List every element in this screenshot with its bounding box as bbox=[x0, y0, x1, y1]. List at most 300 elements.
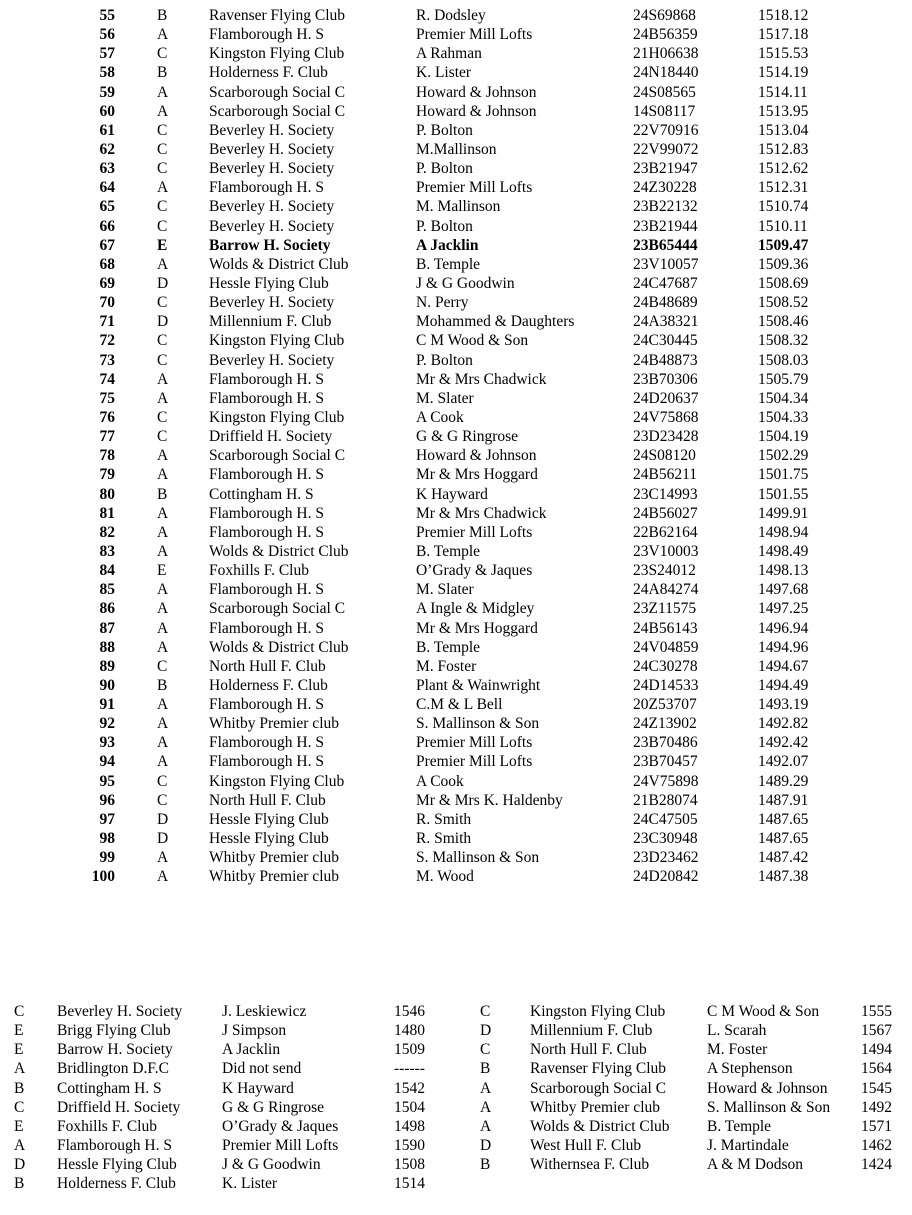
ring-number: 23B70457 bbox=[633, 753, 698, 771]
best-velocity: 1567 bbox=[861, 1022, 892, 1040]
result-row bbox=[0, 695, 912, 714]
result-row bbox=[0, 197, 912, 216]
fancier-name: R. Dodsley bbox=[416, 7, 486, 24]
section-letter: C bbox=[157, 657, 168, 675]
velocity-value: 1501.75 bbox=[758, 466, 809, 484]
summary-row bbox=[456, 1079, 906, 1098]
section-letter: E bbox=[14, 1041, 24, 1059]
ring-number: 24Z30228 bbox=[633, 179, 697, 197]
section-letter: C bbox=[480, 1041, 491, 1059]
club-name: Flamborough H. S bbox=[209, 523, 324, 541]
velocity-value: 1497.68 bbox=[758, 581, 809, 599]
fancier-name: B. Temple bbox=[416, 638, 481, 656]
position-number: 65 bbox=[99, 198, 115, 216]
top-fancier-name: A Jacklin bbox=[222, 1041, 281, 1059]
velocity-value: 1498.49 bbox=[758, 542, 809, 560]
top-fancier-name: J. Leskiewicz bbox=[222, 1003, 307, 1020]
section-letter: D bbox=[157, 830, 169, 848]
position-number: 62 bbox=[99, 140, 115, 158]
section-letter: A bbox=[480, 1098, 492, 1116]
section-letter: C bbox=[157, 428, 168, 446]
best-velocity: 1571 bbox=[861, 1117, 892, 1135]
club-name: Foxhills F. Club bbox=[209, 562, 309, 580]
position-number: 71 bbox=[99, 313, 115, 331]
section-letter: A bbox=[157, 868, 169, 886]
club-name: Scarborough Social C bbox=[209, 102, 346, 120]
result-row bbox=[0, 44, 912, 63]
summary-row bbox=[0, 1021, 450, 1040]
result-row bbox=[0, 561, 912, 580]
ring-number: 20Z53707 bbox=[633, 696, 697, 714]
summary-row bbox=[456, 1117, 906, 1136]
ring-number: 24B48689 bbox=[633, 294, 698, 312]
best-velocity: 1509 bbox=[394, 1041, 425, 1059]
velocity-value: 1492.82 bbox=[758, 715, 809, 733]
section-letter: B bbox=[157, 64, 168, 82]
section-letter: D bbox=[480, 1136, 492, 1154]
summary-row bbox=[456, 1155, 906, 1174]
result-row bbox=[0, 657, 912, 676]
result-row bbox=[0, 351, 912, 370]
club-name: Flamborough H. S bbox=[209, 370, 324, 388]
velocity-value: 1501.55 bbox=[758, 485, 809, 503]
fancier-name: Mohammed & Daughters bbox=[416, 313, 575, 331]
top-fancier-name: S. Mallinson & Son bbox=[707, 1098, 831, 1116]
ring-number: 21B28074 bbox=[633, 791, 698, 809]
position-number: 99 bbox=[99, 849, 115, 867]
result-row bbox=[0, 63, 912, 82]
position-number: 63 bbox=[99, 160, 115, 178]
position-number: 83 bbox=[99, 542, 115, 560]
club-name: Flamborough H. S bbox=[209, 504, 324, 522]
velocity-value: 1504.33 bbox=[758, 408, 809, 426]
fancier-name: Premier Mill Lofts bbox=[416, 26, 533, 44]
position-number: 77 bbox=[99, 428, 115, 446]
velocity-value: 1510.11 bbox=[758, 217, 808, 235]
section-letter: A bbox=[157, 255, 169, 273]
fancier-name: M. Slater bbox=[416, 389, 474, 407]
club-name: Millennium F. Club bbox=[209, 313, 332, 331]
top-fancier-name: M. Foster bbox=[707, 1041, 768, 1059]
club-name: Flamborough H. S bbox=[209, 389, 324, 407]
result-row bbox=[0, 236, 912, 255]
section-letter: D bbox=[157, 274, 169, 292]
section-letter: A bbox=[157, 600, 169, 618]
result-row bbox=[0, 293, 912, 312]
summary-row bbox=[456, 1021, 906, 1040]
result-row bbox=[0, 427, 912, 446]
ring-number: 24D20842 bbox=[633, 868, 699, 886]
velocity-value: 1514.11 bbox=[758, 83, 808, 101]
club-name: Hessle Flying Club bbox=[57, 1156, 177, 1174]
velocity-value: 1508.52 bbox=[758, 294, 809, 312]
club-name: Wolds & District Club bbox=[209, 542, 349, 560]
fancier-name: A Rahman bbox=[416, 45, 482, 63]
velocity-value: 1513.04 bbox=[758, 121, 809, 139]
section-letter: A bbox=[157, 389, 169, 407]
summary-row bbox=[0, 1155, 450, 1174]
velocity-value: 1487.91 bbox=[758, 791, 809, 809]
result-row bbox=[0, 676, 912, 695]
velocity-value: 1508.69 bbox=[758, 274, 809, 292]
result-row bbox=[0, 714, 912, 733]
summary-row bbox=[0, 1002, 450, 1021]
velocity-value: 1492.07 bbox=[758, 753, 809, 771]
fancier-name: K. Lister bbox=[416, 64, 472, 82]
ring-number: 23B70306 bbox=[633, 370, 698, 388]
club-name: North Hull F. Club bbox=[530, 1041, 647, 1059]
position-number: 56 bbox=[99, 26, 115, 44]
fancier-name: G & G Ringrose bbox=[416, 428, 519, 446]
result-row bbox=[0, 331, 912, 350]
fancier-name: B. Temple bbox=[416, 542, 481, 560]
top-fancier-name: A & M Dodson bbox=[707, 1156, 804, 1174]
fancier-name: Mr & Mrs Hoggard bbox=[416, 466, 538, 484]
section-letter: B bbox=[14, 1175, 25, 1193]
club-name: Driffield H. Society bbox=[57, 1098, 181, 1116]
best-velocity: 1424 bbox=[861, 1156, 892, 1174]
ring-number: 24B56027 bbox=[633, 504, 698, 522]
summary-row bbox=[456, 1136, 906, 1155]
ring-number: 23V10003 bbox=[633, 542, 699, 560]
position-number: 58 bbox=[99, 64, 115, 82]
fancier-name: A Jacklin bbox=[416, 236, 479, 254]
velocity-value: 1512.62 bbox=[758, 160, 809, 178]
velocity-value: 1508.03 bbox=[758, 351, 809, 369]
ring-number: 23C30948 bbox=[633, 830, 698, 848]
position-number: 100 bbox=[91, 868, 115, 886]
ring-number: 24D20637 bbox=[633, 389, 699, 407]
fancier-name: C.M & L Bell bbox=[416, 696, 503, 714]
ring-number: 24V04859 bbox=[633, 638, 699, 656]
position-number: 67 bbox=[99, 236, 115, 254]
summary-row bbox=[0, 1059, 450, 1078]
club-name: Holderness F. Club bbox=[209, 64, 328, 82]
section-letter: E bbox=[157, 562, 167, 580]
position-number: 68 bbox=[99, 255, 115, 273]
club-name: Whitby Premier club bbox=[530, 1098, 660, 1116]
club-name: Brigg Flying Club bbox=[57, 1022, 171, 1040]
section-letter: B bbox=[480, 1156, 491, 1174]
section-letter: A bbox=[157, 696, 169, 714]
position-number: 55 bbox=[99, 7, 115, 24]
fancier-name: M.Mallinson bbox=[416, 140, 497, 158]
best-velocity: 1504 bbox=[394, 1098, 425, 1116]
club-name: Beverley H. Society bbox=[209, 294, 335, 312]
best-velocity: 1555 bbox=[861, 1003, 892, 1020]
section-letter: C bbox=[157, 198, 168, 216]
fancier-name: Mr & Mrs Hoggard bbox=[416, 619, 538, 637]
club-name: Scarborough Social C bbox=[209, 447, 346, 465]
position-number: 76 bbox=[99, 408, 115, 426]
fancier-name: A Ingle & Midgley bbox=[416, 600, 535, 618]
result-row bbox=[0, 523, 912, 542]
club-name: Kingston Flying Club bbox=[209, 45, 345, 63]
best-velocity: 1492 bbox=[861, 1098, 892, 1116]
position-number: 87 bbox=[99, 619, 115, 637]
section-letter: A bbox=[157, 447, 169, 465]
position-number: 82 bbox=[99, 523, 115, 541]
best-velocity: 1494 bbox=[861, 1041, 892, 1059]
velocity-value: 1497.25 bbox=[758, 600, 809, 618]
best-velocity: 1545 bbox=[861, 1079, 892, 1097]
section-letter: B bbox=[14, 1079, 25, 1097]
section-letter: E bbox=[157, 236, 168, 254]
section-letter: B bbox=[157, 7, 168, 24]
position-number: 69 bbox=[99, 274, 115, 292]
result-row bbox=[0, 389, 912, 408]
best-velocity: 1480 bbox=[394, 1022, 425, 1040]
velocity-value: 1504.19 bbox=[758, 428, 809, 446]
club-summary-left bbox=[0, 1002, 450, 1193]
ring-number: 24S08120 bbox=[633, 447, 696, 465]
club-name: Holderness F. Club bbox=[209, 676, 328, 694]
fancier-name: B. Temple bbox=[416, 255, 481, 273]
fancier-name: M. Wood bbox=[416, 868, 474, 886]
ring-number: 23V10057 bbox=[633, 255, 699, 273]
section-letter: A bbox=[157, 102, 169, 120]
section-letter: C bbox=[157, 217, 168, 235]
result-row bbox=[0, 772, 912, 791]
club-name: Flamborough H. S bbox=[209, 753, 324, 771]
fancier-name: P. Bolton bbox=[416, 351, 473, 369]
velocity-value: 1517.18 bbox=[758, 26, 809, 44]
club-name: Bridlington D.F.C bbox=[57, 1060, 170, 1078]
position-number: 74 bbox=[99, 370, 115, 388]
result-row bbox=[0, 102, 912, 121]
section-letter: A bbox=[480, 1079, 492, 1097]
section-letter: A bbox=[157, 542, 169, 560]
top-fancier-name: Premier Mill Lofts bbox=[222, 1136, 339, 1154]
ring-number: 24Z13902 bbox=[633, 715, 697, 733]
position-number: 86 bbox=[99, 600, 115, 618]
fancier-name: R. Smith bbox=[416, 810, 472, 828]
best-velocity: 1546 bbox=[394, 1003, 425, 1020]
fancier-name: Premier Mill Lofts bbox=[416, 734, 533, 752]
ring-number: 14S08117 bbox=[633, 102, 696, 120]
velocity-value: 1508.32 bbox=[758, 332, 809, 350]
result-row bbox=[0, 408, 912, 427]
fancier-name: N. Perry bbox=[416, 294, 469, 312]
position-number: 57 bbox=[99, 45, 115, 63]
ring-number: 24A38321 bbox=[633, 313, 699, 331]
result-row bbox=[0, 121, 912, 140]
velocity-value: 1518.12 bbox=[758, 7, 809, 24]
club-name: Flamborough H. S bbox=[209, 581, 324, 599]
results-table bbox=[0, 6, 912, 886]
position-number: 78 bbox=[99, 447, 115, 465]
ring-number: 24C30445 bbox=[633, 332, 698, 350]
position-number: 80 bbox=[99, 485, 115, 503]
section-letter: A bbox=[14, 1060, 26, 1078]
section-letter: E bbox=[14, 1117, 24, 1135]
club-name: Wolds & District Club bbox=[209, 638, 349, 656]
club-name: Kingston Flying Club bbox=[209, 772, 345, 790]
result-row bbox=[0, 829, 912, 848]
club-name: Kingston Flying Club bbox=[530, 1003, 666, 1020]
club-name: Beverley H. Society bbox=[209, 198, 335, 216]
section-letter: A bbox=[157, 638, 169, 656]
velocity-value: 1498.13 bbox=[758, 562, 809, 580]
ring-number: 24B56359 bbox=[633, 26, 698, 44]
velocity-value: 1489.29 bbox=[758, 772, 809, 790]
velocity-value: 1487.65 bbox=[758, 810, 809, 828]
result-row bbox=[0, 848, 912, 867]
section-letter: A bbox=[157, 734, 169, 752]
best-velocity: 1514 bbox=[394, 1175, 425, 1193]
ring-number: 24N18440 bbox=[633, 64, 699, 82]
section-letter: A bbox=[157, 753, 169, 771]
club-name: North Hull F. Club bbox=[209, 791, 326, 809]
position-number: 90 bbox=[99, 676, 115, 694]
velocity-value: 1493.19 bbox=[758, 696, 809, 714]
fancier-name: Howard & Johnson bbox=[416, 83, 537, 101]
club-name: Beverley H. Society bbox=[209, 121, 335, 139]
top-fancier-name: Did not send bbox=[222, 1060, 302, 1078]
club-name: Kingston Flying Club bbox=[209, 408, 345, 426]
summary-row bbox=[0, 1079, 450, 1098]
velocity-value: 1494.96 bbox=[758, 638, 809, 656]
club-name: Beverley H. Society bbox=[209, 217, 335, 235]
position-number: 85 bbox=[99, 581, 115, 599]
club-name: Ravenser Flying Club bbox=[530, 1060, 667, 1078]
section-letter: A bbox=[14, 1136, 26, 1154]
result-row bbox=[0, 140, 912, 159]
position-number: 84 bbox=[99, 562, 115, 580]
summary-row bbox=[0, 1117, 450, 1136]
club-name: Beverley H. Society bbox=[57, 1003, 183, 1020]
velocity-value: 1510.74 bbox=[758, 198, 809, 216]
ring-number: 23Z11575 bbox=[633, 600, 697, 618]
club-summary-right bbox=[456, 1002, 906, 1174]
position-number: 91 bbox=[99, 696, 115, 714]
summary-row bbox=[0, 1098, 450, 1117]
position-number: 72 bbox=[99, 332, 115, 350]
result-row bbox=[0, 580, 912, 599]
result-row bbox=[0, 465, 912, 484]
section-letter: B bbox=[480, 1060, 491, 1078]
best-velocity: 1508 bbox=[394, 1156, 425, 1174]
section-letter: A bbox=[157, 179, 169, 197]
ring-number: 23B21947 bbox=[633, 160, 698, 178]
position-number: 96 bbox=[99, 791, 115, 809]
section-letter: C bbox=[157, 772, 168, 790]
top-fancier-name: J & G Goodwin bbox=[222, 1156, 321, 1174]
ring-number: 24B56143 bbox=[633, 619, 698, 637]
section-letter: C bbox=[157, 45, 168, 63]
velocity-value: 1487.65 bbox=[758, 830, 809, 848]
velocity-value: 1504.34 bbox=[758, 389, 809, 407]
position-number: 59 bbox=[99, 83, 115, 101]
top-fancier-name: O’Grady & Jaques bbox=[222, 1117, 339, 1135]
result-row bbox=[0, 312, 912, 331]
result-row bbox=[0, 83, 912, 102]
section-letter: B bbox=[157, 676, 168, 694]
top-fancier-name: G & G Ringrose bbox=[222, 1098, 325, 1116]
fancier-name: R. Smith bbox=[416, 830, 472, 848]
section-letter: A bbox=[480, 1117, 492, 1135]
fancier-name: M. Slater bbox=[416, 581, 474, 599]
position-number: 79 bbox=[99, 466, 115, 484]
result-row bbox=[0, 159, 912, 178]
velocity-value: 1487.42 bbox=[758, 849, 809, 867]
summary-row bbox=[456, 1002, 906, 1021]
position-number: 94 bbox=[99, 753, 115, 771]
fancier-name: P. Bolton bbox=[416, 160, 473, 178]
velocity-value: 1509.47 bbox=[758, 236, 809, 254]
position-number: 92 bbox=[99, 715, 115, 733]
ring-number: 23D23462 bbox=[633, 849, 699, 867]
top-fancier-name: K. Lister bbox=[222, 1175, 278, 1193]
club-name: Beverley H. Society bbox=[209, 160, 335, 178]
fancier-name: M. Mallinson bbox=[416, 198, 501, 216]
velocity-value: 1487.38 bbox=[758, 868, 809, 886]
position-number: 88 bbox=[99, 638, 115, 656]
club-name: Ravenser Flying Club bbox=[209, 7, 346, 24]
position-number: 61 bbox=[99, 121, 115, 139]
result-row bbox=[0, 867, 912, 886]
summary-row bbox=[456, 1040, 906, 1059]
top-fancier-name: Howard & Johnson bbox=[707, 1079, 828, 1097]
fancier-name: P. Bolton bbox=[416, 121, 473, 139]
section-letter: E bbox=[14, 1022, 24, 1040]
result-row bbox=[0, 485, 912, 504]
ring-number: 24S69868 bbox=[633, 7, 696, 24]
fancier-name: O’Grady & Jaques bbox=[416, 562, 533, 580]
section-letter: D bbox=[157, 810, 169, 828]
fancier-name: Mr & Mrs Chadwick bbox=[416, 370, 547, 388]
fancier-name: Mr & Mrs Chadwick bbox=[416, 504, 547, 522]
fancier-name: Mr & Mrs K. Haldenby bbox=[416, 791, 563, 809]
club-name: Whitby Premier club bbox=[209, 849, 339, 867]
club-name: Holderness F. Club bbox=[57, 1175, 176, 1193]
velocity-value: 1509.36 bbox=[758, 255, 809, 273]
ring-number: 22V99072 bbox=[633, 140, 699, 158]
fancier-name: C M Wood & Son bbox=[416, 332, 529, 350]
section-letter: C bbox=[157, 408, 168, 426]
position-number: 95 bbox=[99, 772, 115, 790]
position-number: 70 bbox=[99, 294, 115, 312]
summary-row bbox=[0, 1136, 450, 1155]
result-row bbox=[0, 504, 912, 523]
ring-number: 24A84274 bbox=[633, 581, 699, 599]
velocity-value: 1514.19 bbox=[758, 64, 809, 82]
fancier-name: Plant & Wainwright bbox=[416, 676, 541, 694]
position-number: 75 bbox=[99, 389, 115, 407]
position-number: 81 bbox=[99, 504, 115, 522]
club-name: North Hull F. Club bbox=[209, 657, 326, 675]
club-name: Kingston Flying Club bbox=[209, 332, 345, 350]
result-row bbox=[0, 752, 912, 771]
ring-number: 24B56211 bbox=[633, 466, 698, 484]
position-number: 66 bbox=[99, 217, 115, 235]
section-letter: A bbox=[157, 523, 169, 541]
club-name: Flamborough H. S bbox=[209, 179, 324, 197]
section-letter: C bbox=[157, 121, 168, 139]
fancier-name: K Hayward bbox=[416, 485, 488, 503]
ring-number: 22V70916 bbox=[633, 121, 699, 139]
club-name: Whitby Premier club bbox=[209, 715, 339, 733]
fancier-name: Howard & Johnson bbox=[416, 447, 537, 465]
fancier-name: J & G Goodwin bbox=[416, 274, 515, 292]
ring-number: 24C47687 bbox=[633, 274, 698, 292]
section-letter: A bbox=[157, 466, 169, 484]
club-name: Flamborough H. S bbox=[209, 696, 324, 714]
club-name: Driffield H. Society bbox=[209, 428, 333, 446]
club-name: West Hull F. Club bbox=[530, 1136, 642, 1154]
top-fancier-name: C M Wood & Son bbox=[707, 1003, 820, 1020]
result-row bbox=[0, 446, 912, 465]
